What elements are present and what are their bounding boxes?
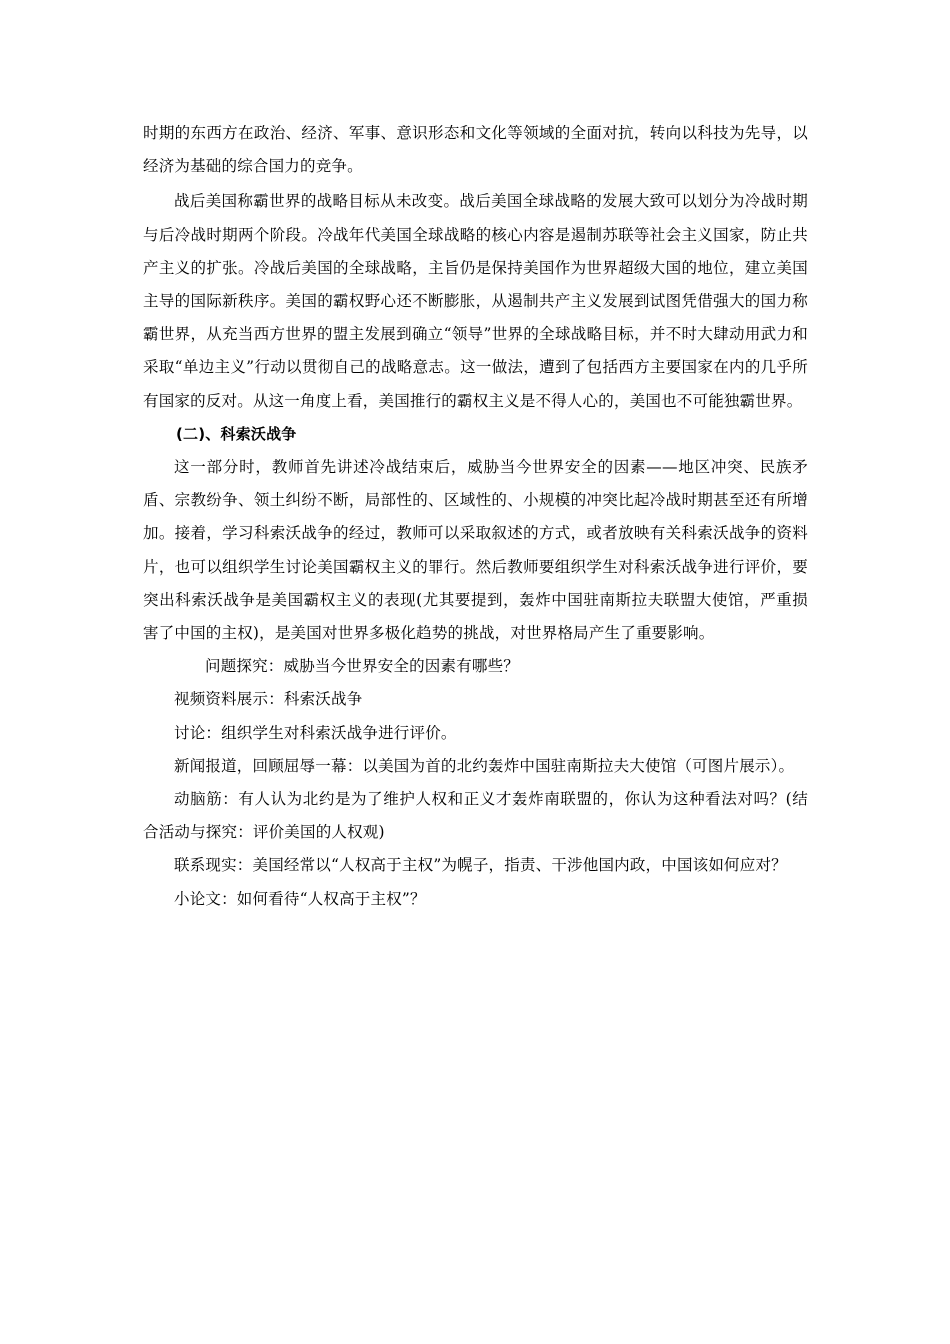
paragraph-question-inquiry: 问题探究：威胁当今世界安全的因素有哪些？ bbox=[205, 657, 520, 676]
paragraph-us-global-strategy: 战后美国称霸世界的战略目标从未改变。战后美国全球战略的发展大致可以划分为冷战时期与后冷战时期两个阶段。冷战年代美国全球战略的核心内容是遏制苏联等社会主义国家，防止共产主义的扩张。冷战后美国的全球战略，主旨仍是保持美国作为世界超级大国的地位，建立美国主导的国际新秩序。美国的霸权野心还不断膨胀，从遏制共产主义发展到试图凭借强大的国力称霸世界，从充当西方世界的盟主发展到确立“领导”世界的全球战略目标，并不时大肆动用武力和采取“单边主义”行动以贯彻自己的战略意志。这一做法，遭到了包括西方主要国家在内的几乎所有国家的反对。从这一角度上看，美国推行的霸权主义是不得人心的，美国也不可能独霸世界。 bbox=[143, 192, 808, 410]
paragraph-brainstorm: 动脑筋：有人认为北约是为了维护人权和正义才轰炸南联盟的，你认为这种看法对吗？(结合活动与探究：评价美国的人权观) bbox=[143, 790, 808, 842]
paragraph-video-material: 视频资料展示：科索沃战争 bbox=[174, 690, 363, 709]
paragraph-short-essay: 小论文：如何看待“人权高于主权”？ bbox=[174, 889, 426, 908]
paragraph-cold-war-end: 时期的东西方在政治、经济、军事、意识形态和文化等领域的全面对抗，转向以科技为先导，以经济为基础的综合国力的竞争。 bbox=[143, 124, 808, 176]
paragraph-kosovo-teaching: 这一部分时，教师首先讲述冷战结束后，威胁当今世界安全的因素——地区冲突、民族矛盾、宗教纷争、领土纠纷不断，局部性的、区域性的、小规模的冲突比起冷战时期甚至还有所增加。接着，学习科索沃战争的经过，教师可以采取叙述的方式，或者放映有关科索沃战争的资料片，也可以组织学生讨论美国霸权主义的罪行。然后教师要组织学生对科索沃战争进行评价，要突出科索沃战争是美国霸权主义的表现(尤其要提到，轰炸中国驻南斯拉夫联盟大使馆，严重损害了中国的主权)，是美国对世界多极化趋势的挑战，对世界格局产生了重要影响。 bbox=[143, 458, 808, 643]
paragraph-discussion: 讨论：组织学生对科索沃战争进行评价。 bbox=[174, 723, 457, 742]
document-page bbox=[143, 117, 808, 916]
section-heading-kosovo-war: (二)、科索沃战争 bbox=[176, 424, 297, 443]
paragraph-connect-reality: 联系现实：美国经常以“人权高于主权”为幌子，指责、干涉他国内政，中国该如何应对？ bbox=[174, 856, 787, 875]
paragraph-news-report: 新闻报道，回顾屈辱一幕：以美国为首的北约轰炸中国驻南斯拉夫大使馆（可图片展示）。 bbox=[174, 756, 795, 775]
